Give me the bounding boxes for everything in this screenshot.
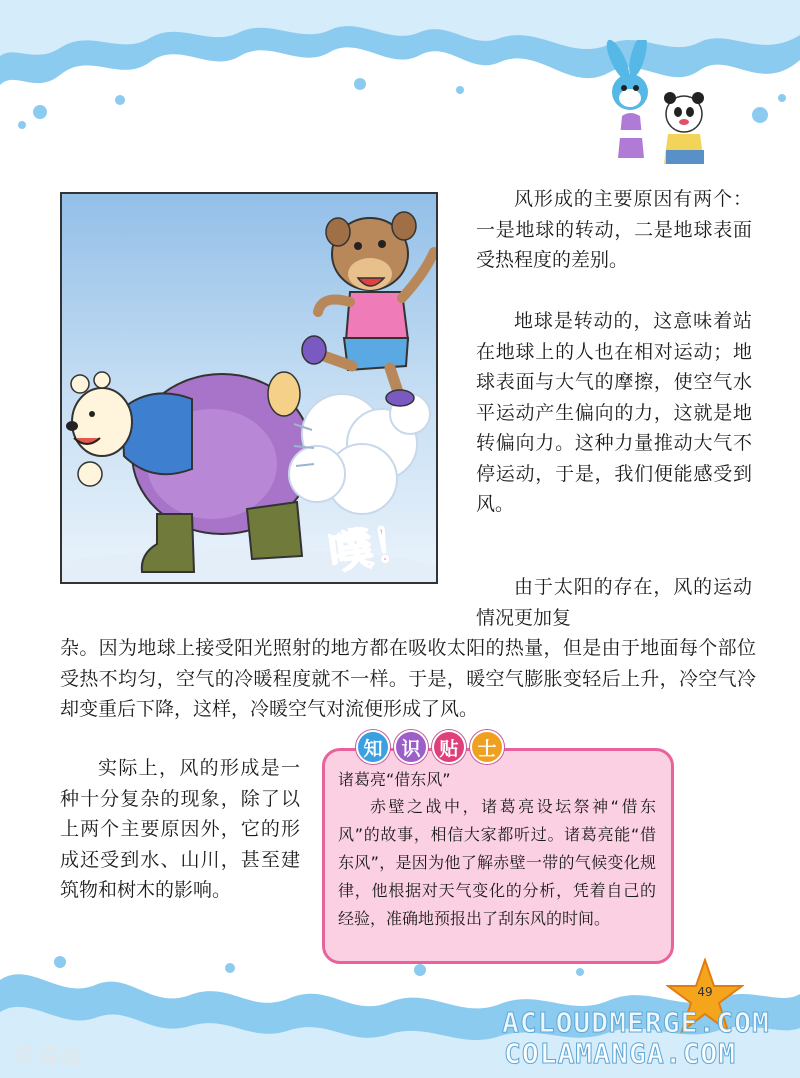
tip-header-char: 贴 — [432, 730, 466, 764]
paragraph-earth-rotation: 地球是转动的，这意味着站在地球上的人也在相对运动；地球表面与大气的摩擦，使空气水平运动产生偏向的力，这就是地转偏向力。这种力量推动大气不停运动，于是，我们便能感受到风。 — [476, 310, 752, 515]
mascot-characters — [600, 40, 740, 170]
tip-header-char: 知 — [356, 730, 390, 764]
tip-header-char: 识 — [394, 730, 428, 764]
knowledge-tip-body: 赤壁之战中，诸葛亮设坛祭神“借东风”的故事，相信大家都听过。诸葛亮能“借东风”，是因为他了解赤壁一带的气候变化规律，他根据对天气变化的分析，凭着自己的经验，准确地预报出了刮东风的时间。 — [338, 797, 656, 928]
page-number: 49 — [697, 985, 713, 999]
tip-header-char: 士 — [470, 730, 504, 764]
watermark-colamanga: COLAMANGA.COM — [504, 1037, 737, 1070]
watermark-acloudmerge: ACLOUDMERGE.COM — [502, 1006, 770, 1039]
watermark-left: 看漫画 — [12, 1045, 85, 1070]
knowledge-tip-title: 诸葛亮“借东风” — [338, 770, 451, 789]
cartoon-illustration — [60, 192, 438, 584]
paragraph-wind-causes: 风形成的主要原因有两个：一是地球的转动，二是地球表面受热程度的差别。 — [476, 188, 752, 271]
paragraph-sun-effect-start: 由于太阳的存在，风的运动情况更加复 — [476, 576, 752, 629]
knowledge-tip-header — [356, 730, 504, 764]
paragraph-sun-effect-continued: 杂。因为地球上接受阳光照射的地方都在吸收太阳的热量，但是由于地面每个部位受热不均匀，空气的冷暖程度就不一样。于是，暖空气膨胀变轻后上升，冷空气冷却变重后下降，这样，冷暖空气对流便形成了风。 — [60, 637, 756, 720]
paragraph-other-factors: 实际上，风的形成是一种十分复杂的现象，除了以上两个主要原因外，它的形成还受到水、山川，甚至建筑物和树木的影响。 — [60, 757, 300, 901]
sound-effect-text: 噗！ — [325, 517, 420, 580]
